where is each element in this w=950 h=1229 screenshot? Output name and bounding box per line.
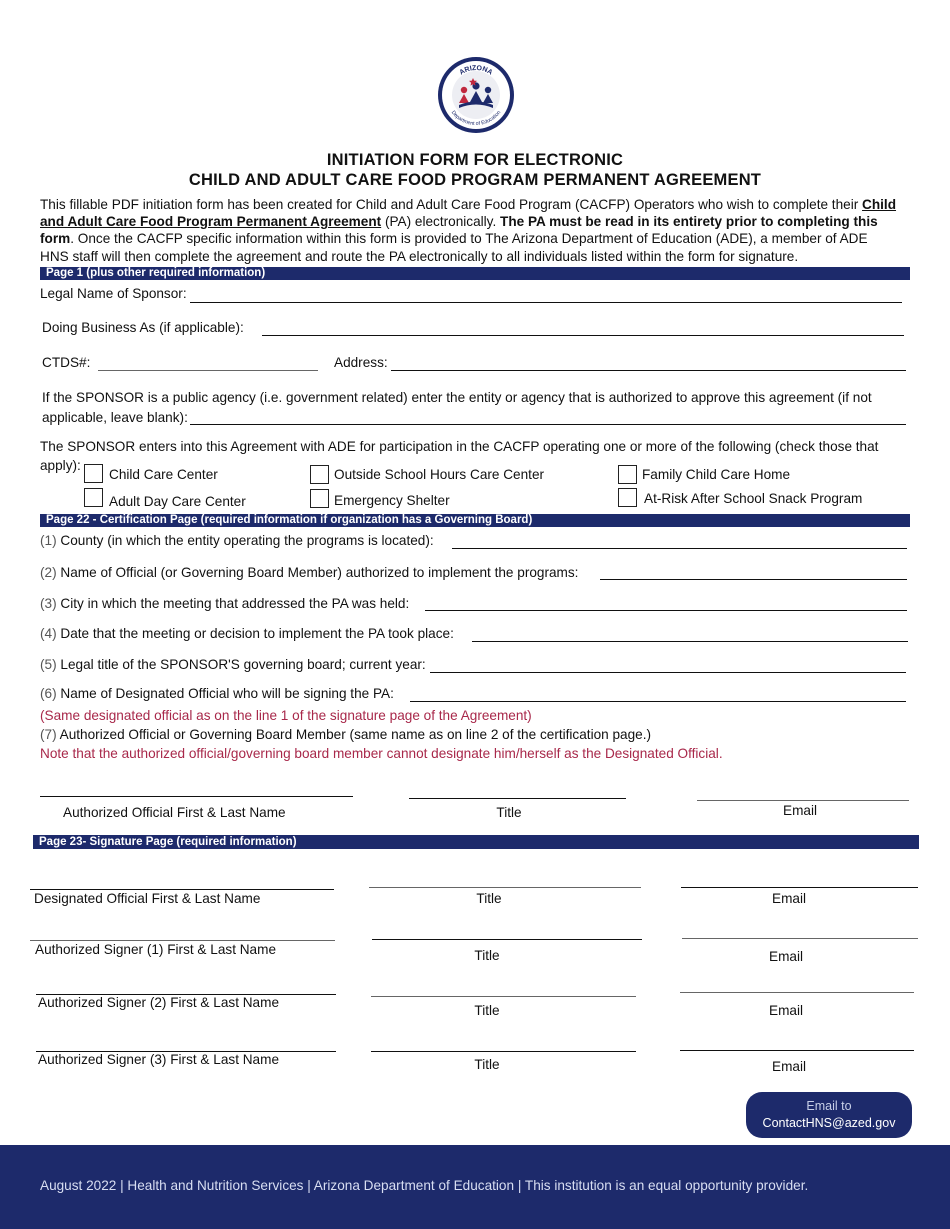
designated-official-name-label: Designated Official First & Last Name xyxy=(34,891,261,906)
public-agency-text: If the SPONSOR is a public agency (i.e. government related) enter the entity or agency that is authorized to approve this agreement (if not xyxy=(42,390,872,405)
section-title-page22: Page 22 - Certification Page (required information if organization has a Governing Board) xyxy=(46,514,533,526)
form-title-line1: INITIATION FORM FOR ELECTRONIC xyxy=(326,151,624,169)
cert-item-5: (5) Legal title of the SPONSOR'S governing board; current year: xyxy=(40,657,426,672)
intro-text-3: . Once the CACFP specific information within this form is provided to The Arizona Department of Education (ADE), a member of ADE HNS staff will then complete the agreement and route the PA electronically to all individuals listed within the form for signature. xyxy=(40,231,868,264)
email-contact-button[interactable] xyxy=(746,1092,912,1138)
official-name-field[interactable] xyxy=(600,579,907,580)
address-field[interactable] xyxy=(391,370,906,371)
signer3-title-label: Title xyxy=(474,1057,500,1072)
ctds-field[interactable] xyxy=(98,370,318,371)
public-agency-field[interactable] xyxy=(190,424,906,425)
section-header-page22 xyxy=(40,514,910,527)
authorized-official-title-field[interactable] xyxy=(409,798,626,799)
checkbox-outside-school-hours[interactable] xyxy=(310,465,329,484)
legal-name-label: Legal Name of Sponsor: xyxy=(40,286,187,301)
section-header-page1 xyxy=(40,267,910,280)
signer3-title-field[interactable] xyxy=(371,1051,636,1052)
signer1-email-field[interactable] xyxy=(682,938,918,939)
form-title-line2: CHILD AND ADULT CARE FOOD PROGRAM PERMANENT AGREEMENT xyxy=(188,171,762,189)
program-label-at-risk-afterschool: At-Risk After School Snack Program xyxy=(644,491,863,506)
signer3-email-field[interactable] xyxy=(680,1050,914,1051)
governing-board-title-field[interactable] xyxy=(430,672,906,673)
cert-item-4: (4) Date that the meeting or decision to implement the PA took place: xyxy=(40,626,454,641)
cert-item-1: (1) County (in which the entity operating the programs is located): xyxy=(40,533,434,548)
note-cannot-designate: Note that the authorized official/governing board member cannot designate him/herself as the Designated Official. xyxy=(40,746,723,761)
meeting-date-field[interactable] xyxy=(472,641,908,642)
signer2-name-label: Authorized Signer (2) First & Last Name xyxy=(38,995,280,1010)
pa-link[interactable]: Child and Adult Care Food Program Permanent Agreement xyxy=(40,197,897,230)
checkbox-family-child-care-home[interactable] xyxy=(618,465,637,484)
designated-official-title-label: Title xyxy=(476,891,502,906)
email-button-line1: Email to xyxy=(806,1099,852,1113)
section-title-page1: Page 1 (plus other required information) xyxy=(46,267,266,279)
designated-official-title-field[interactable] xyxy=(369,887,641,888)
authorized-official-email-field[interactable] xyxy=(697,800,909,801)
checkbox-adult-day-care-center[interactable] xyxy=(84,488,103,507)
program-label-adult-day-care-center: Adult Day Care Center xyxy=(109,494,246,509)
intro-bold-text: The PA must be read in its entirety prior to completing this form xyxy=(40,214,878,247)
program-label-family-child-care-home: Family Child Care Home xyxy=(642,467,791,482)
programs-apply-label: apply): xyxy=(40,458,81,473)
checkbox-at-risk-afterschool[interactable] xyxy=(618,488,637,507)
signer1-name-field[interactable] xyxy=(30,940,335,941)
intro-text-2: (PA) electronically. xyxy=(381,214,501,230)
logo-bottom-text: Department of Education xyxy=(449,109,503,128)
county-field[interactable] xyxy=(452,548,907,549)
intro-text-1: This fillable PDF initiation form has been created for Child and Adult Care Food Program (CACFP) Operators who wish to complete their xyxy=(40,197,863,212)
signer2-title-label: Title xyxy=(474,1003,500,1018)
section-header-page23 xyxy=(33,835,919,849)
program-label-outside-school-hours: Outside School Hours Care Center xyxy=(334,467,545,482)
note-same-designated-official: (Same designated official as on the line 1 of the signature page of the Agreement) xyxy=(40,708,532,723)
intro-paragraph xyxy=(40,196,900,265)
programs-text: The SPONSOR enters into this Agreement with ADE for participation in the CACFP operating one or more of the following (check those that xyxy=(40,439,879,454)
dba-label: Doing Business As (if applicable): xyxy=(42,320,244,335)
signer1-email-label: Email xyxy=(769,949,803,964)
cert-item-3: (3) City in which the meeting that addressed the PA was held: xyxy=(40,596,410,611)
signer1-name-label: Authorized Signer (1) First & Last Name xyxy=(35,942,277,957)
authorized-official-title-label: Title xyxy=(496,805,522,820)
signer2-title-field[interactable] xyxy=(371,996,636,997)
signer2-email-field[interactable] xyxy=(680,992,914,993)
designated-official-email-field[interactable] xyxy=(681,887,918,888)
section-title-page23: Page 23- Signature Page (required information) xyxy=(39,836,297,848)
designated-official-field[interactable] xyxy=(410,701,906,702)
authorized-official-email-label: Email xyxy=(783,803,817,818)
logo-top-text: ARIZONA xyxy=(458,64,494,77)
ade-logo-icon xyxy=(437,56,515,134)
cert-item-2: (2) Name of Official (or Governing Board Member) authorized to implement the programs: xyxy=(40,565,579,580)
signer3-name-label: Authorized Signer (3) First & Last Name xyxy=(38,1052,280,1067)
legal-name-field[interactable] xyxy=(190,302,902,303)
program-label-emergency-shelter: Emergency Shelter xyxy=(334,493,450,508)
designated-official-email-label: Email xyxy=(772,891,806,906)
email-button-line2: ContactHNS@azed.gov xyxy=(762,1116,896,1130)
checkbox-emergency-shelter[interactable] xyxy=(310,489,329,508)
authorized-official-name-field[interactable] xyxy=(40,796,353,797)
checkbox-child-care-center[interactable] xyxy=(84,464,103,483)
signer1-title-label: Title xyxy=(474,948,500,963)
authorized-official-name-label: Authorized Official First & Last Name xyxy=(63,805,286,820)
designated-official-name-field[interactable] xyxy=(30,889,334,890)
ctds-label: CTDS#: xyxy=(42,355,91,370)
signer3-email-label: Email xyxy=(772,1059,806,1074)
meeting-city-field[interactable] xyxy=(425,610,907,611)
address-label: Address: xyxy=(334,355,388,370)
program-label-child-care-center: Child Care Center xyxy=(109,467,218,482)
cert-item-6: (6) Name of Designated Official who will be signing the PA: xyxy=(40,686,394,701)
signer2-email-label: Email xyxy=(769,1003,803,1018)
footer-text: August 2022 | Health and Nutrition Services | Arizona Department of Education | This institution is an equal opportunity provider. xyxy=(40,1178,809,1193)
dba-field[interactable] xyxy=(262,335,904,336)
cert-item-7: (7) Authorized Official or Governing Board Member (same name as on line 2 of the certification page.) xyxy=(40,727,652,742)
public-agency-label: applicable, leave blank): xyxy=(42,410,188,425)
signer1-title-field[interactable] xyxy=(372,939,642,940)
